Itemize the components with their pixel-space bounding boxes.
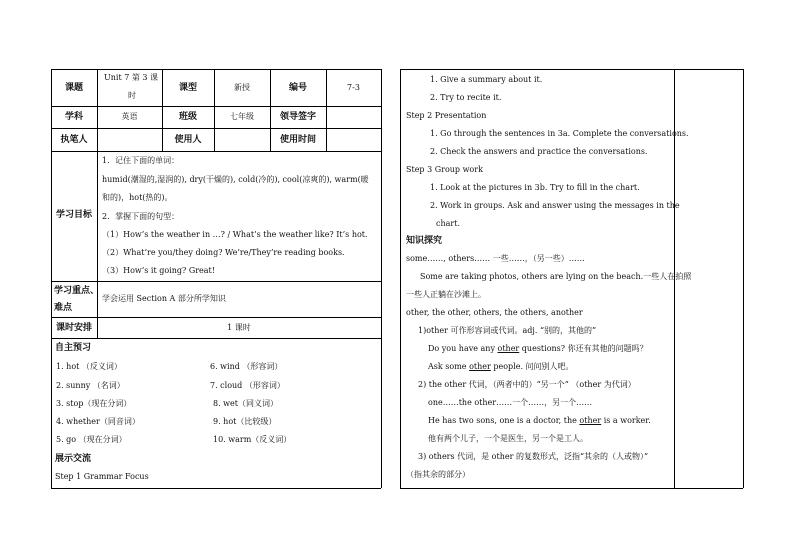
preview-item: 7. cloud （形容词） <box>210 381 285 390</box>
step-heading: Step 2 Presentation <box>406 111 487 120</box>
table-line <box>326 69 327 151</box>
activity-line: chart. <box>436 219 460 228</box>
table-line <box>51 488 381 489</box>
keypoints-value: 学会运用 Section A 部分所学知识 <box>102 294 226 303</box>
schedule-value: 1 课时 <box>227 323 251 332</box>
example-text: Do you have any <box>428 344 498 353</box>
lesson-value-cont: 时 <box>128 91 136 100</box>
activity-line: 2. Check the answers and practice the conversations. <box>430 147 648 156</box>
knowledge-line: 1)other 可作形容词或代词。adj. “别的，其他的” <box>418 326 597 335</box>
example-keyword: other <box>579 416 602 425</box>
preview-item: 3. stop（现在分词） <box>56 399 132 408</box>
author-label: 执笔人 <box>60 135 88 145</box>
activity-line: 2. Try to recite it. <box>430 93 502 102</box>
leader-label: 领导签字 <box>279 112 316 122</box>
example-sentence <box>428 345 648 353</box>
preview-item: 5. go （现在分词） <box>56 435 127 444</box>
table-line <box>51 338 381 339</box>
goals-line: humid(潮湿的,湿润的), dry(干燥的), cold(冷的), cool(凉爽的), warm(暖 <box>102 175 369 184</box>
preview-item: 8. wet（同义词） <box>213 399 278 408</box>
table-line <box>51 69 381 70</box>
knowledge-line: （指其余的部分） <box>406 470 470 479</box>
goals-label: 学习目标 <box>55 210 92 220</box>
knowledge-line: 3) others 代词，是 other 的复数形式，泛指“其余的（人或物）” <box>418 452 649 461</box>
exchange-title: 展示交流 <box>55 454 92 464</box>
knowledge-line: 2) the other 代词，（两者中的）“另一个” （other 为代词） <box>418 380 636 389</box>
keypoints-label: 学习重点、 <box>54 286 100 296</box>
preview-title: 自主预习 <box>55 343 92 353</box>
table-line <box>51 281 381 282</box>
table-line <box>400 69 743 70</box>
preview-item: 9. hot（比较级） <box>213 417 277 426</box>
knowledge-line: Some are taking photos, others are lying on the beach.一些人在拍照 <box>420 272 692 281</box>
example-text: He has two sons, one is a doctor, the <box>428 416 580 425</box>
subject-label: 学科 <box>64 112 83 122</box>
knowledge-line: other, the other, others, the others, another <box>406 308 583 317</box>
table-line <box>400 69 401 488</box>
goals-line: （3）How’s it going? Great! <box>102 266 215 275</box>
table-line <box>381 69 382 488</box>
knowledge-line: one……the other……一个……，另一个…… <box>428 398 593 407</box>
user-label: 使用人 <box>174 135 202 145</box>
schedule-label: 课时安排 <box>55 323 92 333</box>
example-text: questions? 你还有其他的问题吗？ <box>519 344 648 353</box>
knowledge-line: 他有两个儿子，一个是医生，另一个是工人。 <box>428 434 588 443</box>
example-text: Ask some <box>428 362 470 371</box>
type-value: 新授 <box>234 83 250 92</box>
preview-item: 4. whether（同音词） <box>56 417 140 426</box>
table-line <box>743 69 744 488</box>
grade-label: 班级 <box>178 112 197 122</box>
goals-line: 2．掌握下面的句型： <box>102 212 180 221</box>
preview-item: 6. wind （形容词） <box>210 362 283 371</box>
table-line <box>97 69 98 338</box>
lesson-value: Unit 7 第 3 课 <box>104 73 159 82</box>
preview-item: 10. warm（反义词） <box>213 435 292 444</box>
step-heading: Step 3 Group work <box>406 165 483 174</box>
goals-line: （1）How’s the weather in …? / What’s the weather like? It’s hot. <box>102 230 368 239</box>
number-value: 7-3 <box>347 83 360 92</box>
goals-line: （2）What’re you/they doing? We’re/They’re reading books. <box>102 248 345 257</box>
table-line <box>51 106 381 107</box>
example-text: people. 问问别人吧。 <box>490 362 574 371</box>
example-sentence <box>428 363 574 371</box>
example-keyword: other <box>497 344 520 353</box>
activity-line: 2. Work in groups. Ask and answer using the messages in the <box>430 201 680 210</box>
preview-item: 2. sunny （名词） <box>56 381 125 390</box>
table-line <box>214 69 215 151</box>
exchange-step: Step 1 Grammar Focus <box>55 472 149 481</box>
table-line <box>51 151 381 152</box>
example-text: is a worker. <box>601 416 651 425</box>
knowledge-line: some……, others…… 一些……，（另一些）…… <box>406 254 585 263</box>
table-line <box>51 128 381 129</box>
table-line <box>51 317 381 318</box>
activity-line: 1. Give a summary about it. <box>430 75 543 84</box>
knowledge-line: 一些人正躺在沙滩上。 <box>406 290 486 299</box>
lesson-label: 课题 <box>64 83 83 93</box>
keypoints-label-cont: 难点 <box>54 303 73 313</box>
goals-line: 1．记住下面的单词： <box>102 156 180 165</box>
time-label: 使用时间 <box>279 135 316 145</box>
number-label: 编号 <box>288 83 307 93</box>
subject-value: 英语 <box>121 112 138 121</box>
table-line <box>400 488 743 489</box>
activity-line: 1. Look at the pictures in 3b. Try to fill in the chart. <box>430 183 640 192</box>
type-label: 课型 <box>178 83 197 93</box>
goals-line: 和的)，hot(热的)。 <box>102 193 173 202</box>
activity-line: 1. Go through the sentences in 3a. Complete the conversations. <box>430 129 689 138</box>
example-keyword: other <box>469 362 491 371</box>
table-line <box>51 69 52 488</box>
explore-title: 知识探究 <box>406 236 443 246</box>
grade-value: 七年级 <box>230 112 254 121</box>
preview-item: 1. hot （反义词） <box>56 362 122 371</box>
example-sentence <box>428 417 651 425</box>
